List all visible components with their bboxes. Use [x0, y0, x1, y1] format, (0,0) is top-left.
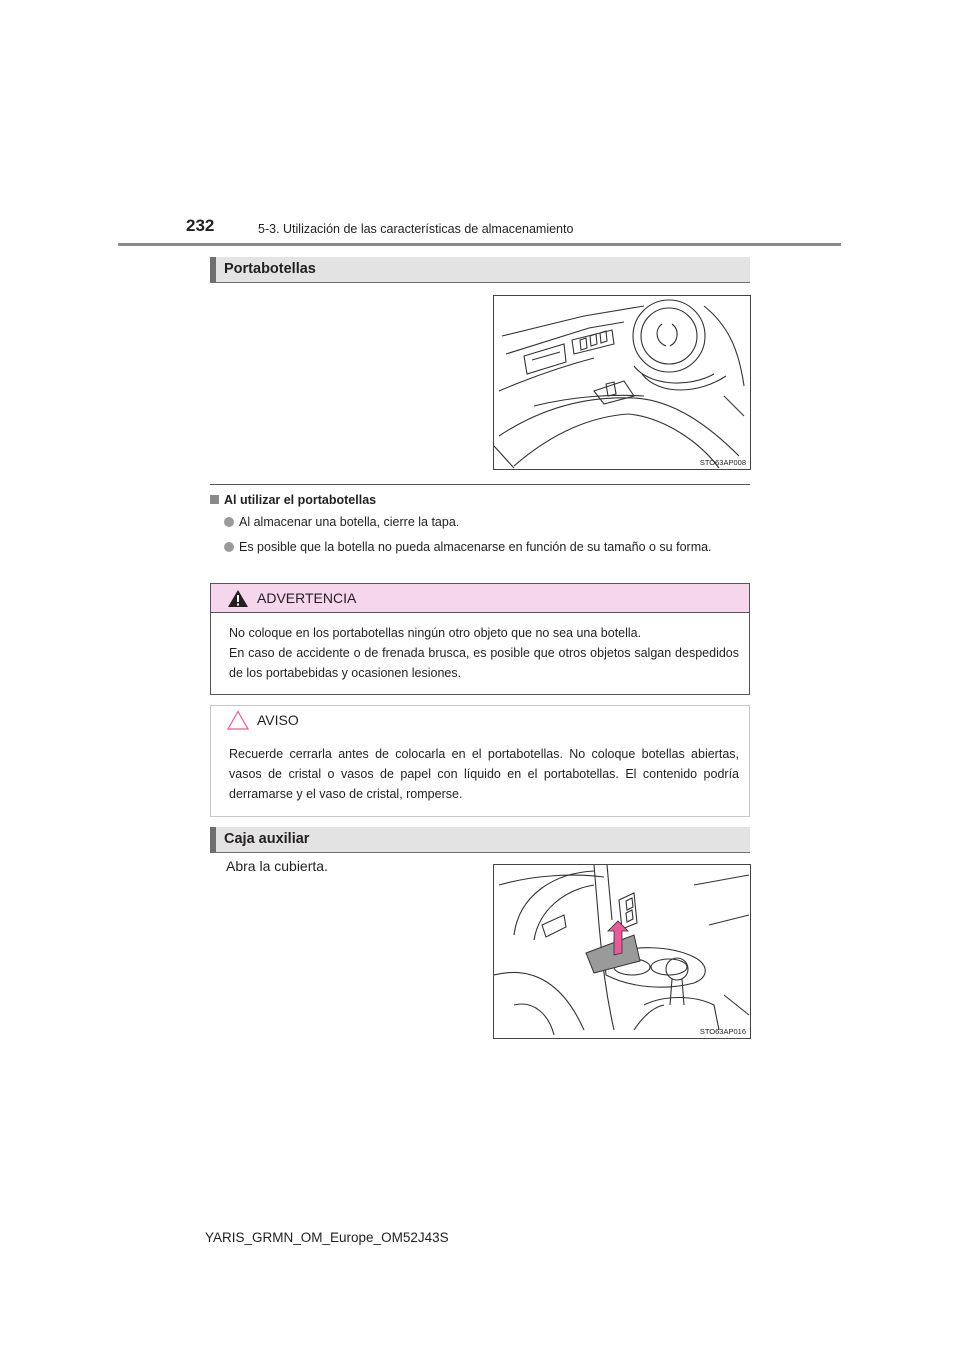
notice-body: Recuerde cerrarla antes de colocarla en el portabotellas. No coloque botellas abiertas, vasos de cristal o vasos de papel con líquido en el portabotellas. El contenido podría derramarse y el vaso de cristal, romperse.	[229, 747, 739, 801]
subsection-heading	[210, 493, 376, 507]
warning-label: ADVERTENCIA	[257, 590, 357, 606]
document-id-footer: YARIS_GRMN_OM_Europe_OM52J43S	[205, 1230, 449, 1245]
warning-header	[211, 584, 749, 613]
notice-label: AVISO	[257, 712, 299, 728]
illustration-auxiliary-box	[494, 865, 750, 1038]
warning-body	[211, 613, 749, 695]
bullet-dot-icon	[224, 542, 234, 552]
instruction-text: Abra la cubierta.	[226, 858, 328, 874]
divider-rule	[210, 484, 750, 485]
notice-box	[210, 705, 750, 817]
caution-triangle-icon	[227, 710, 249, 730]
section-heading-caja-auxiliar	[210, 827, 750, 853]
section-heading-portabotellas	[210, 257, 750, 283]
bullet-text: Al almacenar una botella, cierre la tapa.	[239, 515, 460, 529]
section-title: Portabotellas	[224, 261, 316, 277]
warning-box	[210, 583, 750, 695]
bullet-item	[224, 513, 740, 532]
subsection-title: Al utilizar el portabotellas	[224, 493, 377, 507]
figure-code: STO63AP016	[699, 1027, 746, 1036]
section-heading-bar	[210, 827, 216, 853]
header-rule	[118, 243, 841, 246]
figure-auxiliary-box	[493, 864, 751, 1039]
page-number: 232	[186, 216, 215, 235]
warning-line: En caso de accidente o de frenada brusca, es posible que otros objetos salgan despedidos de los portabebidas y ocasionen lesiones.	[229, 646, 739, 680]
warning-triangle-icon	[227, 589, 249, 608]
figure-bottle-holder	[493, 295, 751, 470]
notice-header	[211, 706, 749, 734]
figure-code: STO63AP008	[699, 458, 746, 467]
square-bullet-icon	[210, 495, 219, 504]
section-title: Caja auxiliar	[224, 831, 310, 847]
illustration-door-bottle-holder	[494, 296, 750, 469]
bullet-text: Es posible que la botella no pueda almacenarse en función de su tamaño o su forma.	[239, 540, 712, 554]
section-heading-bar	[210, 257, 216, 283]
warning-line: No coloque en los portabotellas ningún otro objeto que no sea una botella.	[229, 626, 642, 640]
running-header: 5-3. Utilización de las características de almacenamiento	[258, 222, 574, 236]
bullet-item	[224, 538, 740, 557]
bullet-dot-icon	[224, 517, 234, 527]
